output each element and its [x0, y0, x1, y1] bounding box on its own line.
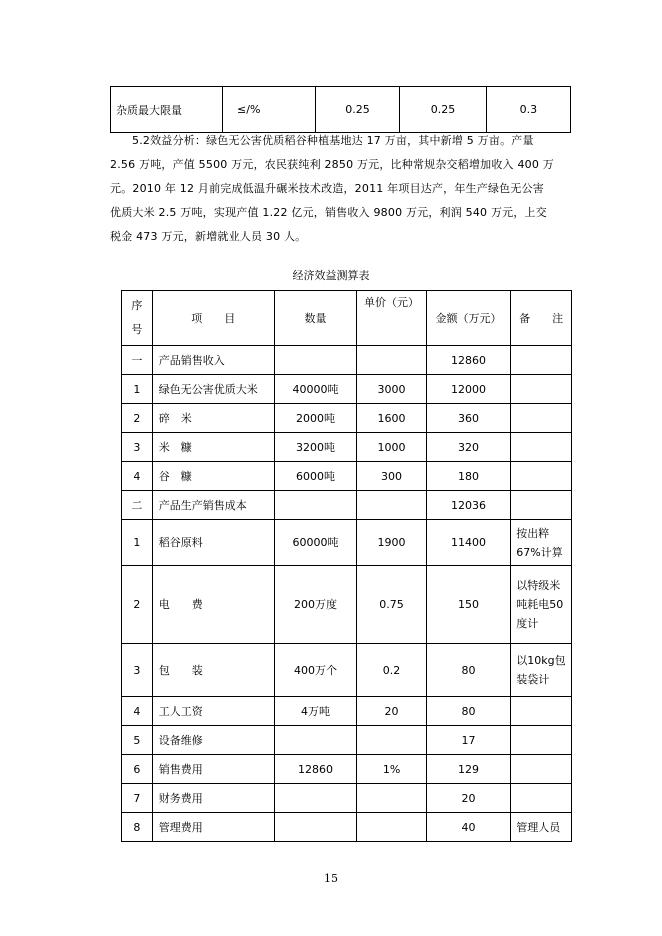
cell-note	[511, 726, 572, 755]
cell-amount: 12860	[426, 346, 510, 375]
cell-quantity: 2000吨	[274, 404, 356, 433]
impurity-value: 0.25	[315, 87, 400, 133]
header-price: 单价（元）	[357, 291, 427, 346]
impurity-value: 0.3	[486, 87, 570, 133]
paragraph-line: 元。2010 年 12 月前完成低温升碾米技术改造，2011 年项目达产，年生产绿色无公害	[110, 182, 544, 195]
cell-item: 设备维修	[152, 726, 274, 755]
cell-seq: 3	[122, 644, 153, 697]
benefit-analysis-paragraph	[110, 129, 580, 249]
cell-quantity	[274, 813, 356, 842]
header-item: 项 目	[152, 291, 274, 346]
cell-seq: 4	[122, 697, 153, 726]
header-amount: 金额（万元）	[426, 291, 510, 346]
cell-amount: 12036	[426, 491, 510, 520]
cell-item: 销售费用	[152, 755, 274, 784]
table-row	[122, 697, 572, 726]
cell-note: 管理人员	[511, 813, 572, 842]
table-row	[122, 375, 572, 404]
paragraph-line: 5.2效益分析：绿色无公害优质稻谷种植基地达 17 万亩，其中新增 5 万亩。产量	[132, 134, 534, 147]
table-row	[122, 520, 572, 566]
header-quantity: 数量	[274, 291, 356, 346]
cell-item: 工人工资	[152, 697, 274, 726]
cell-note	[511, 755, 572, 784]
cell-item: 产品生产销售成本	[152, 491, 274, 520]
table-row	[111, 87, 571, 133]
cell-amount: 11400	[426, 520, 510, 566]
cell-seq: 5	[122, 726, 153, 755]
table-row	[122, 346, 572, 375]
header-seq-line: 号	[131, 323, 143, 336]
cell-quantity: 400万个	[274, 644, 356, 697]
cell-seq: 一	[122, 346, 153, 375]
cell-amount: 12000	[426, 375, 510, 404]
cell-amount: 129	[426, 755, 510, 784]
cell-amount: 150	[426, 566, 510, 644]
cell-item: 谷 糠	[152, 462, 274, 491]
cell-quantity	[274, 726, 356, 755]
cell-price: 1%	[357, 755, 427, 784]
cell-amount: 40	[426, 813, 510, 842]
paragraph-line: 优质大米 2.5 万吨，实现产值 1.22 亿元，销售收入 9800 万元，利润 540 万元，上交	[110, 206, 547, 219]
cell-price: 0.2	[357, 644, 427, 697]
table-row	[122, 755, 572, 784]
cell-price: 20	[357, 697, 427, 726]
cell-amount: 320	[426, 433, 510, 462]
cell-item: 包 装	[152, 644, 274, 697]
cell-item: 碎 米	[152, 404, 274, 433]
cell-note	[511, 346, 572, 375]
table-row	[122, 644, 572, 697]
paragraph-line: 税金 473 万元，新增就业人员 30 人。	[110, 230, 307, 243]
cell-item: 财务费用	[152, 784, 274, 813]
cell-seq: 3	[122, 433, 153, 462]
table-row	[122, 726, 572, 755]
cell-quantity: 200万度	[274, 566, 356, 644]
cell-price: 1600	[357, 404, 427, 433]
cell-price	[357, 813, 427, 842]
cell-note	[511, 491, 572, 520]
impurity-table	[110, 86, 571, 133]
cell-quantity: 40000吨	[274, 375, 356, 404]
cell-note	[511, 433, 572, 462]
cell-price	[357, 726, 427, 755]
cell-note: 以特级米吨耗电50度计	[511, 566, 572, 644]
cell-price	[357, 346, 427, 375]
cell-quantity: 3200吨	[274, 433, 356, 462]
cell-quantity	[274, 346, 356, 375]
cell-seq: 1	[122, 520, 153, 566]
cell-note	[511, 784, 572, 813]
cell-item: 米 糠	[152, 433, 274, 462]
table-header-row	[122, 291, 572, 346]
cell-price: 3000	[357, 375, 427, 404]
economic-benefit-table	[121, 290, 572, 842]
table-row	[122, 491, 572, 520]
cell-quantity	[274, 491, 356, 520]
paragraph-line: 2.56 万吨，产值 5500 万元，农民获纯利 2850 万元，比种常规杂交稻增加收入 400 万	[110, 158, 554, 171]
cell-item: 管理费用	[152, 813, 274, 842]
cell-seq: 4	[122, 462, 153, 491]
cell-note	[511, 404, 572, 433]
table-row	[122, 404, 572, 433]
cell-seq: 6	[122, 755, 153, 784]
cell-item: 电 费	[152, 566, 274, 644]
table-row	[122, 813, 572, 842]
cell-quantity	[274, 784, 356, 813]
cell-amount: 17	[426, 726, 510, 755]
cell-quantity: 4万吨	[274, 697, 356, 726]
cell-note: 以10kg包装袋计	[511, 644, 572, 697]
cell-amount: 80	[426, 697, 510, 726]
table-row	[122, 566, 572, 644]
table-row	[122, 462, 572, 491]
header-seq	[122, 291, 153, 346]
table-row	[122, 433, 572, 462]
cell-price	[357, 784, 427, 813]
cell-seq: 2	[122, 566, 153, 644]
table-row	[122, 784, 572, 813]
cell-item: 绿色无公害优质大米	[152, 375, 274, 404]
cell-price: 1900	[357, 520, 427, 566]
cell-seq: 2	[122, 404, 153, 433]
cell-price: 300	[357, 462, 427, 491]
cell-amount: 80	[426, 644, 510, 697]
cell-quantity: 12860	[274, 755, 356, 784]
cell-seq: 1	[122, 375, 153, 404]
cell-item: 产品销售收入	[152, 346, 274, 375]
cell-amount: 360	[426, 404, 510, 433]
cell-item: 稻谷原料	[152, 520, 274, 566]
cell-seq: 二	[122, 491, 153, 520]
cell-price	[357, 491, 427, 520]
impurity-value: 0.25	[400, 87, 486, 133]
cell-amount: 20	[426, 784, 510, 813]
cell-price: 0.75	[357, 566, 427, 644]
header-note: 备 注	[511, 291, 572, 346]
table-caption: 经济效益测算表	[292, 269, 370, 282]
impurity-label: 杂质最大限量	[111, 87, 223, 133]
header-seq-line: 序	[131, 299, 143, 312]
impurity-unit: ≤/%	[223, 87, 316, 133]
cell-note	[511, 462, 572, 491]
cell-seq: 8	[122, 813, 153, 842]
cell-amount: 180	[426, 462, 510, 491]
table-body	[122, 346, 572, 842]
cell-note	[511, 375, 572, 404]
cell-note	[511, 697, 572, 726]
cell-quantity: 6000吨	[274, 462, 356, 491]
cell-quantity: 60000吨	[274, 520, 356, 566]
cell-price: 1000	[357, 433, 427, 462]
page-number: 15	[324, 872, 338, 885]
cell-note: 按出粹67%计算	[511, 520, 572, 566]
cell-seq: 7	[122, 784, 153, 813]
